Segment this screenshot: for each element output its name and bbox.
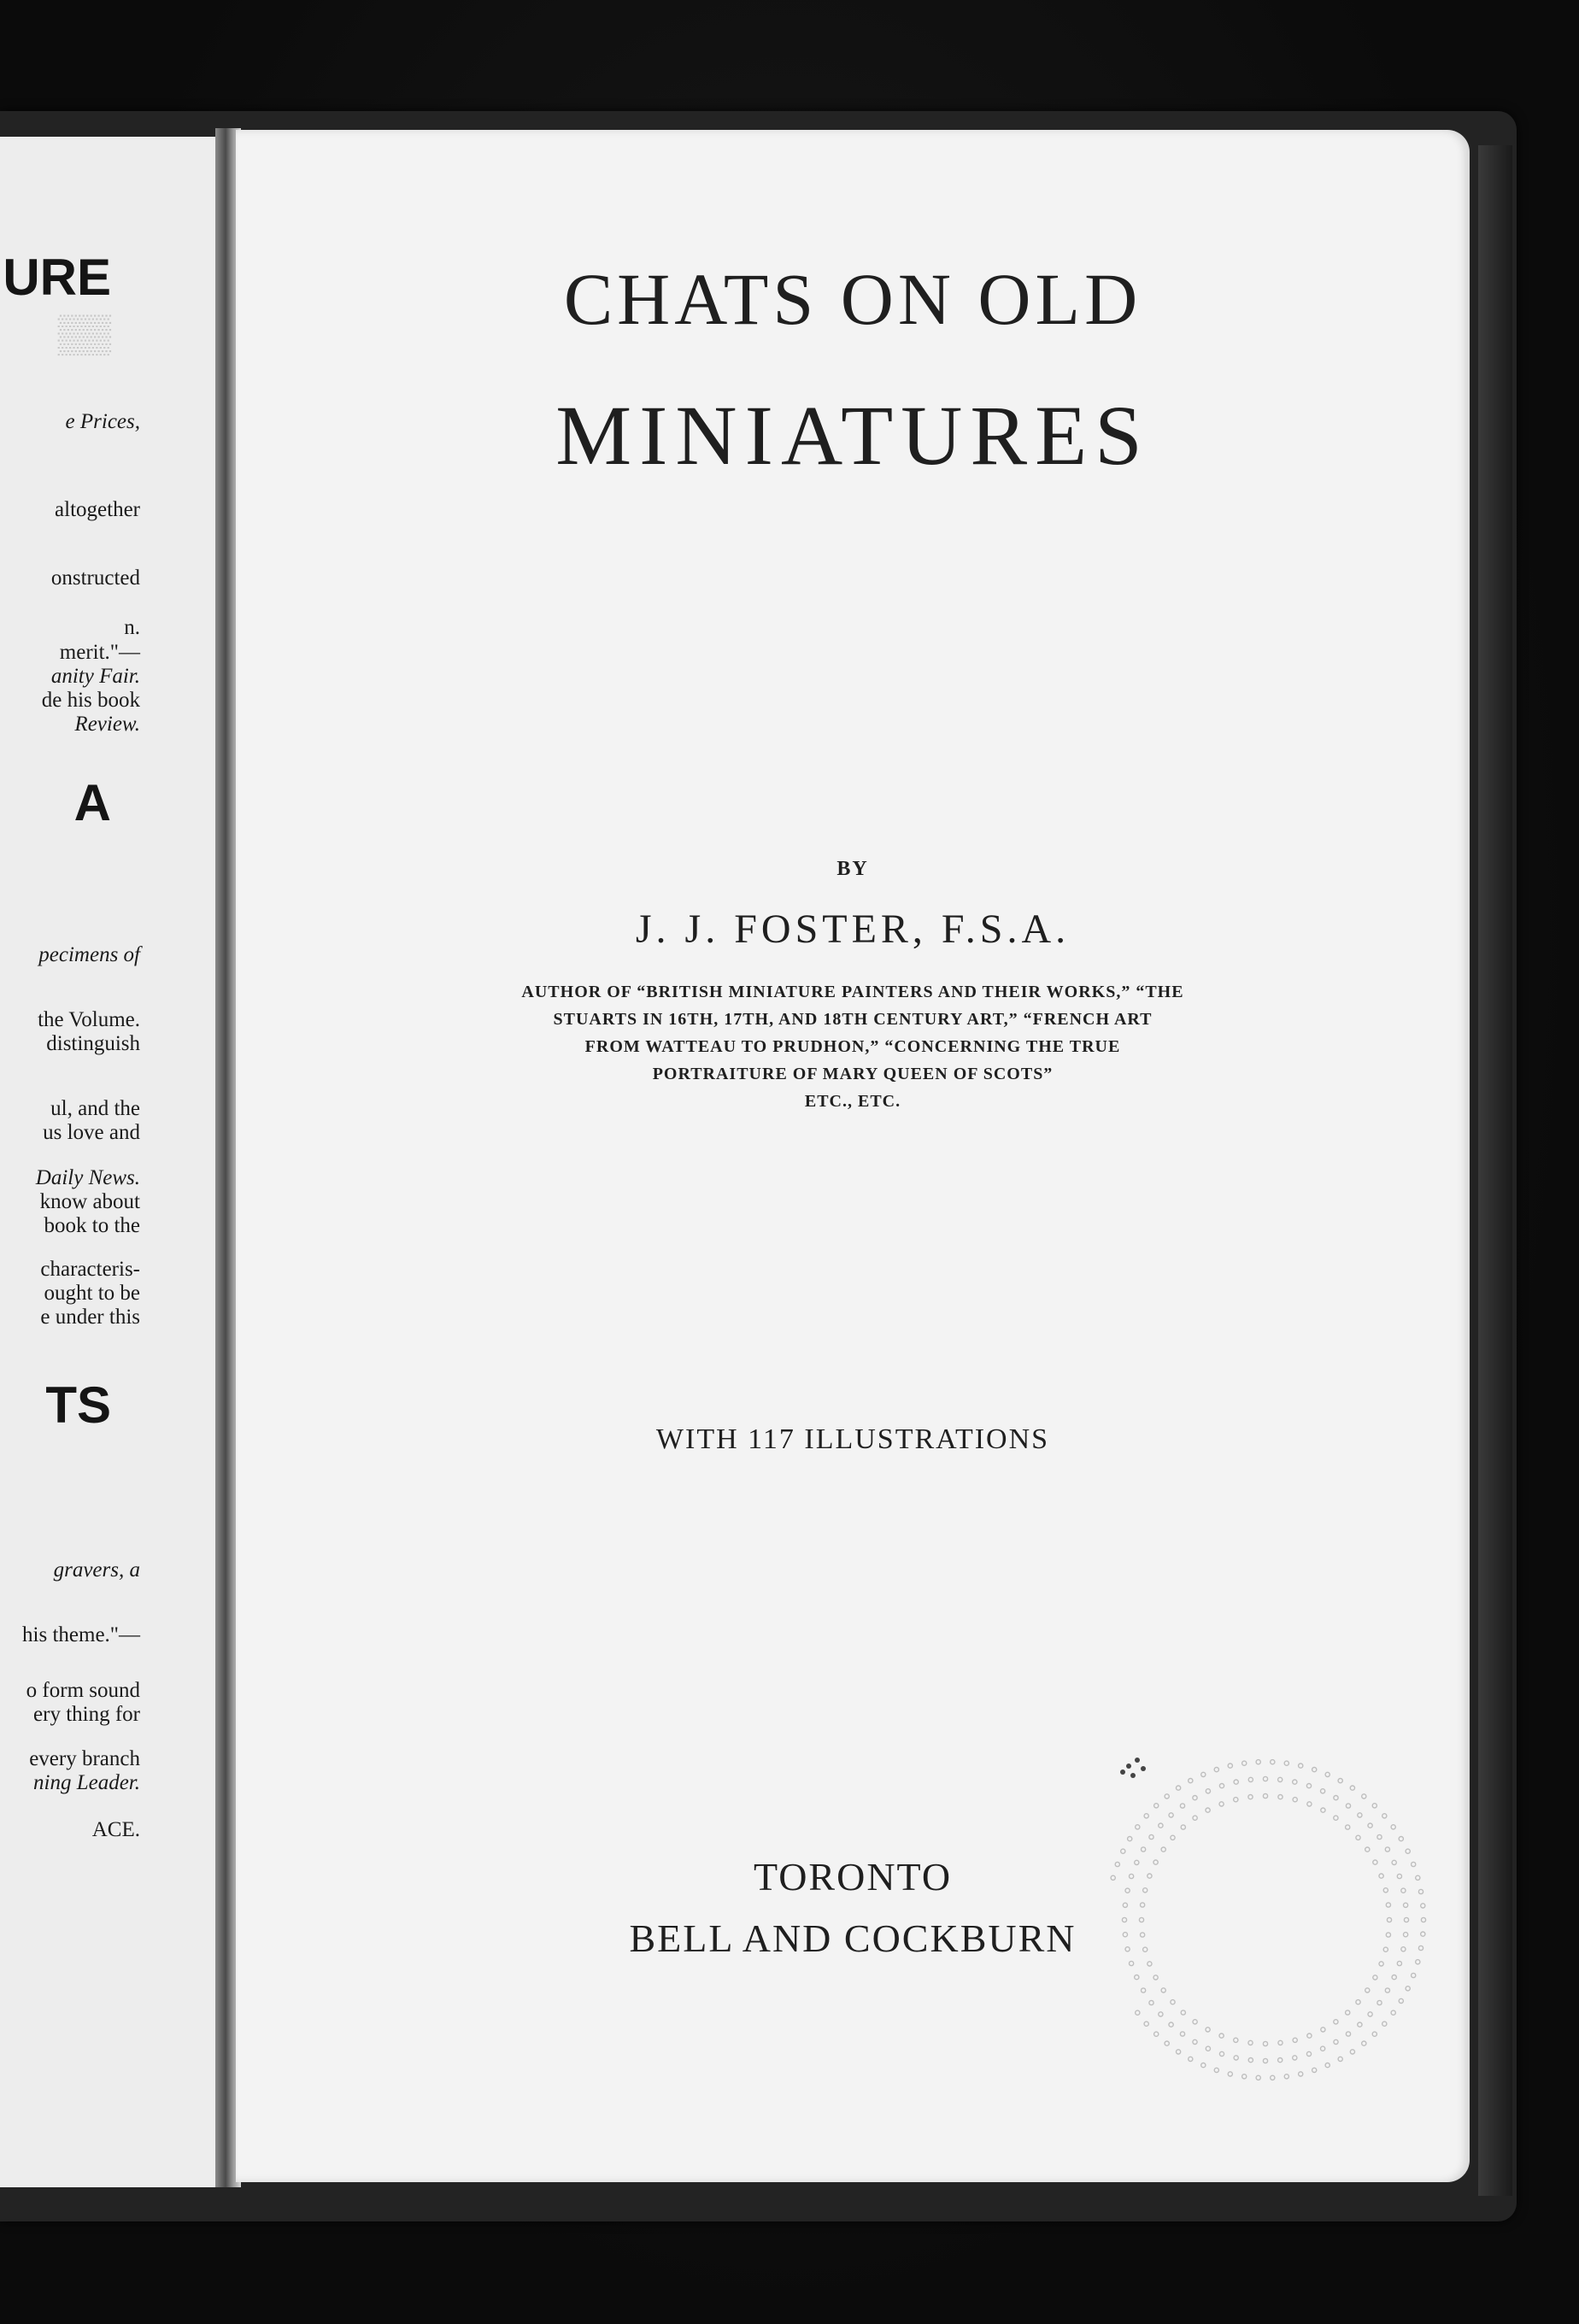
perforation-dot bbox=[1334, 1796, 1338, 1800]
perforation-dot bbox=[1368, 2012, 1372, 2016]
facing-page-line: pecimens of bbox=[38, 943, 140, 966]
perforation-dot bbox=[1377, 1834, 1382, 1839]
perforation-dot bbox=[1219, 2051, 1224, 2056]
facing-page-line: ning Leader. bbox=[33, 1771, 140, 1794]
perforation-dot bbox=[1201, 1772, 1206, 1776]
perforation-dot bbox=[1123, 1933, 1127, 1937]
perforation-dot bbox=[1421, 1904, 1425, 1908]
facing-page bbox=[0, 137, 222, 2187]
perforation-dot bbox=[1321, 2046, 1325, 2051]
perforation-dot bbox=[1382, 2022, 1387, 2026]
perforation-dot bbox=[1219, 1784, 1224, 1788]
perforation-dot bbox=[1165, 2041, 1169, 2045]
perforation-dot bbox=[1234, 1780, 1238, 1784]
perforation-dot bbox=[1306, 1784, 1311, 1788]
perforation-dot bbox=[1293, 1798, 1297, 1802]
perforation-dot bbox=[1278, 2040, 1283, 2045]
perforation-dot bbox=[1321, 1808, 1325, 1812]
perforation-dot bbox=[1219, 1802, 1224, 1806]
perforation-dot bbox=[1418, 1889, 1423, 1893]
perforation-dot bbox=[1115, 1862, 1119, 1866]
perforation-dot bbox=[1242, 2075, 1247, 2079]
perforation-dot bbox=[1293, 2038, 1297, 2042]
perforation-stamp-icon bbox=[1082, 1719, 1441, 2112]
perforation-dot bbox=[1365, 1847, 1370, 1852]
perforation-dot bbox=[1142, 1847, 1146, 1852]
perforation-dot bbox=[1256, 1760, 1260, 1764]
perforation-dot bbox=[1383, 1888, 1388, 1893]
facing-page-line: onstructed bbox=[50, 566, 140, 590]
facing-page-heading: URE bbox=[3, 249, 111, 306]
perforation-dot bbox=[1293, 1780, 1297, 1784]
perforation-dot bbox=[1144, 1814, 1148, 1818]
perforation-dot bbox=[1412, 1973, 1416, 1977]
perforation-dot bbox=[1350, 1786, 1354, 1790]
facing-page-heading: TS bbox=[45, 1376, 111, 1434]
perforation-dot bbox=[1299, 1764, 1303, 1768]
perforation-dot bbox=[1219, 2034, 1224, 2038]
perforation-dot bbox=[1122, 1917, 1126, 1922]
title-page bbox=[236, 130, 1470, 2182]
perforation-dot bbox=[1130, 1874, 1134, 1878]
perforation-dot bbox=[1206, 2046, 1210, 2051]
perforation-dot bbox=[1379, 1962, 1383, 1966]
perforation-dot bbox=[1248, 1795, 1253, 1799]
perforation-dot bbox=[1128, 1837, 1132, 1841]
perforation-dot bbox=[1325, 1772, 1330, 1776]
perforation-dot bbox=[1401, 1888, 1406, 1893]
perforation-dot bbox=[1372, 1804, 1376, 1808]
perforation-dot bbox=[1392, 1860, 1396, 1864]
perforation-dot bbox=[1334, 2020, 1338, 2024]
perforation-dot bbox=[1189, 1779, 1193, 1783]
perforation-dot bbox=[1148, 1874, 1152, 1878]
perforation-dot bbox=[1125, 1947, 1130, 1951]
perforation-dot bbox=[1171, 1835, 1175, 1840]
perforation-dot bbox=[1321, 2028, 1325, 2032]
perforation-dot bbox=[1263, 2041, 1267, 2045]
perforation-dot bbox=[1406, 1849, 1410, 1853]
perforation-dot bbox=[1416, 1960, 1420, 1964]
perforation-dot bbox=[1404, 1917, 1408, 1922]
perforation-dot bbox=[1387, 1917, 1391, 1922]
perforation-dot bbox=[1154, 1804, 1159, 1808]
perforation-dot bbox=[1284, 1761, 1288, 1765]
perforation-dot bbox=[1306, 2051, 1311, 2056]
perforation-dot bbox=[1278, 2058, 1283, 2063]
perforation-dot bbox=[1234, 2056, 1238, 2060]
facing-page-line: Daily News. bbox=[35, 1166, 140, 1189]
perforation-dot bbox=[1373, 1975, 1377, 1980]
perforation-dot bbox=[1338, 1779, 1342, 1783]
facing-page-line: ery thing for bbox=[33, 1703, 140, 1726]
facing-page-line: book to the bbox=[44, 1214, 140, 1237]
author-works-line: FROM WATTEAU TO PRUDHON,” “CONCERNING THE TRUE bbox=[584, 1037, 1121, 1056]
perforation-dot bbox=[1307, 2034, 1312, 2038]
perforation-dot bbox=[1143, 1888, 1148, 1893]
perforation-dot bbox=[1136, 2010, 1140, 2015]
perforation-dot bbox=[1181, 1825, 1185, 1829]
perforation-dot bbox=[1382, 1814, 1387, 1818]
perforation-dot bbox=[1385, 1988, 1389, 1992]
perforation-dot bbox=[1391, 2010, 1395, 2015]
perforation-dot bbox=[1193, 1796, 1197, 1800]
perforation-dot bbox=[1135, 1860, 1139, 1864]
perforation-dot bbox=[1293, 2056, 1297, 2060]
perforation-dot bbox=[1206, 1789, 1210, 1793]
facing-page-line: de his book bbox=[41, 689, 140, 712]
facing-page-bleed-through: ▒▒ bbox=[57, 313, 111, 355]
facing-page-line: ought to be bbox=[44, 1282, 140, 1305]
perforation-dot bbox=[1141, 1933, 1145, 1937]
perforation-dot bbox=[1214, 2068, 1218, 2072]
perforation-dot bbox=[1338, 2057, 1342, 2061]
facing-page-line: distinguish bbox=[46, 1032, 140, 1055]
perforation-dot bbox=[1379, 1874, 1383, 1878]
perforation-dot bbox=[1356, 2000, 1360, 2004]
perforation-dot bbox=[1193, 2020, 1197, 2024]
perforation-dot bbox=[1334, 1816, 1338, 1820]
perforation-dot bbox=[1193, 2039, 1197, 2044]
perforation-dot bbox=[1256, 2075, 1260, 2080]
perforation-dot bbox=[1234, 2038, 1238, 2042]
perforation-dot bbox=[1412, 1862, 1416, 1866]
perforation-dot bbox=[1206, 2028, 1210, 2032]
facing-page-line: altogether bbox=[55, 498, 140, 521]
perforation-dot bbox=[1177, 1786, 1181, 1790]
perforation-dot bbox=[1334, 2039, 1338, 2044]
perforation-dot bbox=[1404, 1903, 1408, 1907]
perforation-dot bbox=[1406, 1987, 1410, 1991]
illustrations-note: WITH 117 ILLUSTRATIONS bbox=[655, 1423, 1050, 1455]
perforation-dot bbox=[1386, 1933, 1390, 1937]
author-works-line: AUTHOR OF “BRITISH MINIATURE PAINTERS AND THEIR WORKS,” “THE bbox=[521, 983, 1184, 1001]
author-works-line: PORTRAITURE OF MARY QUEEN OF SCOTS” bbox=[652, 1065, 1054, 1083]
perforation-dot bbox=[1421, 1917, 1425, 1922]
book-title-line-2: MINIATURES bbox=[555, 388, 1150, 483]
perforation-dot bbox=[1123, 1903, 1127, 1907]
facing-page-line: ul, and the bbox=[50, 1097, 140, 1120]
facing-page-line: e under this bbox=[40, 1306, 140, 1329]
perforation-dot bbox=[1307, 1802, 1312, 1806]
perforation-dot bbox=[1144, 2022, 1148, 2026]
perforation-dot bbox=[1201, 2063, 1206, 2068]
perforation-dot bbox=[1189, 2057, 1193, 2061]
facing-page-line: us love and bbox=[43, 1121, 140, 1144]
facing-page-heading: A bbox=[73, 774, 111, 831]
cover-edge bbox=[1478, 145, 1512, 2196]
perforation-dot bbox=[1397, 1961, 1401, 1965]
facing-page-line: o form sound bbox=[26, 1679, 140, 1702]
perforation-dot bbox=[1135, 1758, 1140, 1763]
perforation-dot bbox=[1404, 1933, 1408, 1937]
perforation-dot bbox=[1159, 2012, 1163, 2016]
perforation-dot bbox=[1120, 1769, 1125, 1775]
facing-page-line: Review. bbox=[74, 713, 140, 736]
perforation-dot bbox=[1386, 1903, 1390, 1907]
perforation-dot bbox=[1149, 1834, 1153, 1839]
perforation-dot bbox=[1142, 1988, 1146, 1992]
perforation-dot bbox=[1165, 1794, 1169, 1799]
perforation-dot bbox=[1161, 1988, 1165, 1992]
perforation-dot bbox=[1321, 1789, 1325, 1793]
perforation-dot bbox=[1362, 1794, 1366, 1799]
publisher-city: TORONTO bbox=[753, 1855, 953, 1899]
perforation-dot bbox=[1263, 1793, 1267, 1798]
perforation-dot bbox=[1234, 1798, 1238, 1802]
facing-page-line: know about bbox=[39, 1190, 140, 1213]
perforation-dot bbox=[1383, 1947, 1388, 1951]
by-label: BY bbox=[836, 858, 869, 880]
perforation-dot bbox=[1362, 2041, 1366, 2045]
facing-page-line: characteris- bbox=[40, 1258, 140, 1281]
perforation-dot bbox=[1228, 1764, 1232, 1768]
perforation-dot bbox=[1271, 1760, 1275, 1764]
perforation-dot bbox=[1397, 1874, 1401, 1878]
perforation-dot bbox=[1350, 2050, 1354, 2054]
perforation-dot bbox=[1299, 2072, 1303, 2076]
perforation-dot bbox=[1153, 1975, 1158, 1980]
perforation-dot bbox=[1180, 1804, 1184, 1808]
perforation-dot bbox=[1171, 2000, 1175, 2004]
perforation-dot bbox=[1399, 1998, 1403, 2003]
perforation-dot bbox=[1125, 1888, 1130, 1893]
perforation-dot bbox=[1130, 1961, 1134, 1965]
perforation-dot bbox=[1346, 2032, 1350, 2036]
perforation-dot bbox=[1169, 2022, 1173, 2027]
perforation-dot bbox=[1193, 1816, 1197, 1820]
perforation-dot bbox=[1372, 2032, 1376, 2036]
perforation-dot bbox=[1358, 2022, 1362, 2027]
author-works-line: ETC., ETC. bbox=[804, 1092, 901, 1111]
author-works-line: STUARTS IN 16TH, 17TH, AND 18TH CENTURY ART,” “FRENCH ART bbox=[553, 1010, 1153, 1029]
perforation-dot bbox=[1161, 1847, 1165, 1852]
perforation-dot bbox=[1141, 1903, 1145, 1907]
perforation-dot bbox=[1121, 1849, 1125, 1853]
perforation-dot bbox=[1263, 2058, 1267, 2063]
perforation-dot bbox=[1278, 1795, 1283, 1799]
perforation-dot bbox=[1312, 2068, 1317, 2072]
facing-page-line: e Prices, bbox=[65, 410, 140, 433]
perforation-dot bbox=[1385, 1847, 1389, 1852]
facing-page-line: the Volume. bbox=[38, 1008, 140, 1031]
perforation-dot bbox=[1111, 1875, 1115, 1880]
perforation-dot bbox=[1135, 1975, 1139, 1980]
perforation-dot bbox=[1284, 2075, 1288, 2079]
perforation-dot bbox=[1365, 1988, 1370, 1992]
perforation-dot bbox=[1154, 2032, 1159, 2036]
perforation-dot bbox=[1214, 1768, 1218, 1772]
perforation-dot bbox=[1169, 1813, 1173, 1817]
book-title-line-1: CHATS ON OLD bbox=[563, 258, 1142, 340]
perforation-dot bbox=[1421, 1932, 1425, 1936]
perforation-dot bbox=[1377, 2000, 1382, 2004]
perforation-dot bbox=[1392, 1975, 1396, 1980]
perforation-dot bbox=[1368, 1823, 1372, 1828]
perforation-dot bbox=[1159, 1823, 1163, 1828]
perforation-dot bbox=[1373, 1860, 1377, 1864]
perforation-dot bbox=[1148, 1962, 1152, 1966]
perforation-dot bbox=[1325, 2063, 1330, 2068]
perforation-dot bbox=[1356, 1835, 1360, 1840]
perforation-dot bbox=[1346, 1804, 1350, 1808]
perforation-dot bbox=[1248, 2040, 1253, 2045]
perforation-dot bbox=[1126, 1764, 1131, 1769]
perforation-dot bbox=[1346, 1825, 1350, 1829]
perforation-dot bbox=[1136, 1825, 1140, 1829]
perforation-dot bbox=[1141, 1766, 1146, 1771]
perforation-dot bbox=[1206, 1808, 1210, 1812]
facing-page-line: every branch bbox=[29, 1747, 140, 1770]
perforation-dot bbox=[1248, 1777, 1253, 1781]
perforation-dot bbox=[1143, 1947, 1148, 1951]
perforation-dot bbox=[1177, 2050, 1181, 2054]
facing-page-line: gravers, a bbox=[53, 1558, 140, 1582]
publisher-name: BELL AND COCKBURN bbox=[629, 1916, 1077, 1960]
perforation-dot bbox=[1391, 1825, 1395, 1829]
perforation-dot bbox=[1418, 1945, 1423, 1950]
perforation-dot bbox=[1149, 2000, 1153, 2004]
perforation-dot bbox=[1312, 1768, 1317, 1772]
facing-page-line: merit."— bbox=[59, 641, 140, 664]
perforation-dot bbox=[1346, 2010, 1350, 2015]
perforation-dot bbox=[1153, 1860, 1158, 1864]
perforation-dot bbox=[1278, 1777, 1283, 1781]
facing-page-line: n. bbox=[124, 616, 140, 639]
perforation-dot bbox=[1242, 1761, 1247, 1765]
perforation-dot bbox=[1228, 2072, 1232, 2076]
author-name: J. J. FOSTER, F.S.A. bbox=[635, 907, 1071, 952]
perforation-dot bbox=[1416, 1875, 1420, 1880]
perforation-dot bbox=[1401, 1947, 1406, 1951]
perforation-dot bbox=[1271, 2075, 1275, 2080]
perforation-dot bbox=[1263, 1776, 1267, 1781]
perforation-dot bbox=[1139, 1917, 1143, 1922]
facing-page-line: ACE. bbox=[91, 1818, 140, 1841]
perforation-dot bbox=[1181, 2010, 1185, 2015]
perforation-dot bbox=[1180, 2032, 1184, 2036]
facing-page-line: anity Fair. bbox=[50, 665, 140, 688]
facing-page-line: his theme."— bbox=[22, 1623, 140, 1646]
perforation-dot bbox=[1248, 2058, 1253, 2063]
perforation-dot bbox=[1399, 1837, 1403, 1841]
perforation-dot bbox=[1130, 1773, 1136, 1778]
perforation-dot bbox=[1358, 1813, 1362, 1817]
